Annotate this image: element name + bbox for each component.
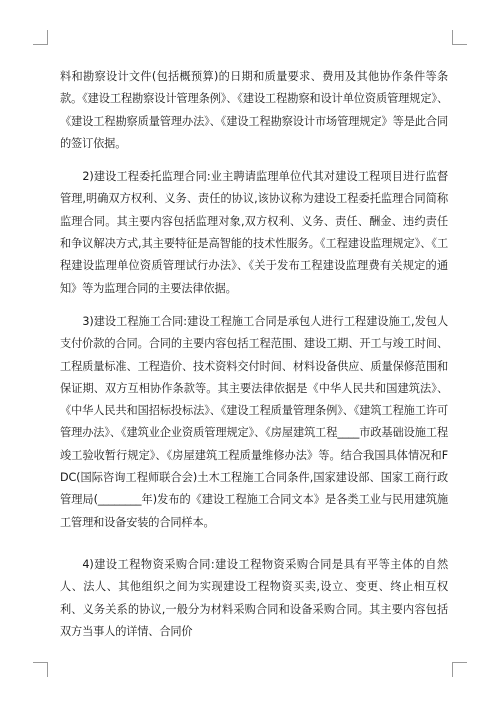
paragraph-construction-contract: 3)建设工程施工合同:建设工程施工合同是承包人进行工程建设施工,发包人支付价款的合同。合同的主要内容包括工程范围、建设工期、开工与竣工时间、工程质量标准、工程造价、技术资料交付时间、材料设备供应、质量保修范围和保证期、双方互相协作条款等。其主要法律依据是《中华人民共和国建筑法》、《中华人民共和国招标投标法》、《建设工程质量管理条例》、《建筑工程施工许可管理办法》、《建筑业企业资质管理规定》、《房屋建筑工程____市政基础设施工程竣工验收暂行规定》、《房屋建筑工程质量维修办法》等。结合我国具体情况和FDC(国际咨询工程师联合会)土木工程施工合同条件,国家建设部、国家工商行政管理局(________年)发布的《建设工程施工合同文本》是各类工业与民用建筑施工管理和设备安装的合同样本。 — [60, 314, 448, 529]
crop-mark-bottom-right — [452, 662, 467, 677]
paragraph-survey-contract-continued: 料和勘察设计文件(包括概预算)的日期和质量要求、费用及其他协作条件等条款。《建设工程勘察设计管理条例》、《建设工程勘察和设计单位资质管理规定》、《建设工程勘察质量管理办法》、《建设工程勘察设计市场管理规定》等是此合同的签订依据。 — [60, 70, 448, 150]
paragraph-supervision-contract: 2)建设工程委托监理合同:业主聘请监理单位代其对建设工程项目进行监督管理,明确双方权利、义务、责任的协议,该协议称为建设工程委托监理合同简称监理合同。其主要内容包括监理对象,双方权利、义务、责任、酬金、违约责任和争议解决方式,其主要特征是高智能的技术性服务。《工程建设监理规定》、《工程建设监理单位资质管理试行办法》、《关于发布工程建设监理费有关规定的通知》等为监理合同的主要法律依据。 — [60, 170, 448, 295]
crop-mark-top-right — [452, 30, 467, 45]
crop-mark-bottom-left — [33, 662, 48, 677]
document-body — [60, 66, 448, 643]
crop-mark-top-left — [33, 30, 48, 45]
paragraph-procurement-contract: 4)建设工程物资采购合同:建设工程物资采购合同是具有平等主体的自然人、法人、其他组织之间为实现建设工程物资买卖,设立、变更、终止相互权利、义务关系的协议,一般分为材料采购合同和设备采购合同。其主要内容包括双方当事人的详情、合同价 — [60, 557, 448, 638]
